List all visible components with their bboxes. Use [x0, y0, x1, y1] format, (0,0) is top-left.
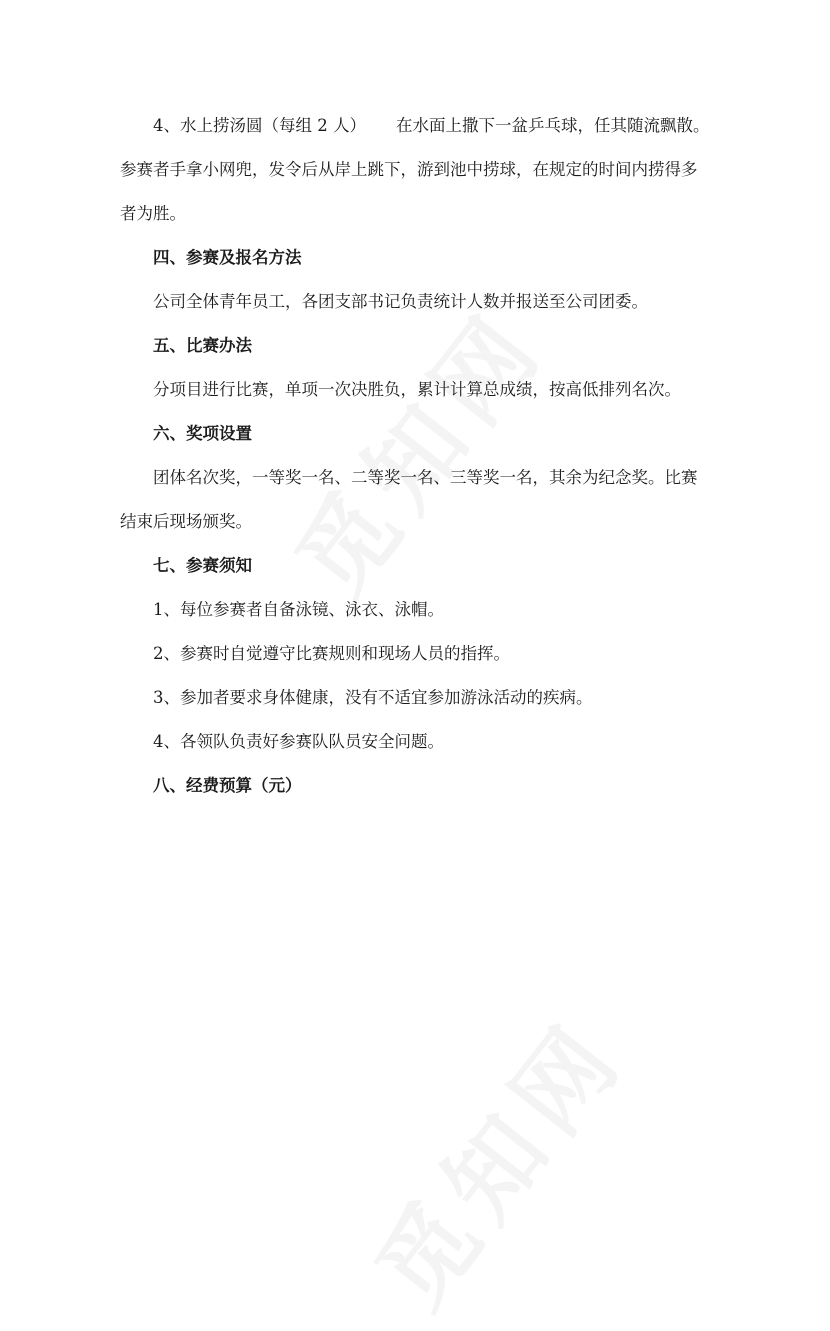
- item-4-text: 在水面上撒下一盆乒乓球，任其随流飘散。参赛者手拿小网兜，发令后从岸上跳下，游到池中捞球，在规定的时间内捞得多者为胜。: [120, 116, 710, 223]
- rule-item-4: 4、各领队负责好参赛队队员安全问题。: [153, 732, 444, 751]
- section-7-heading: 七、参赛须知: [153, 556, 252, 575]
- section-4-heading: 四、参赛及报名方法: [153, 248, 302, 267]
- section-4-text: 公司全体青年员工，各团支部书记负责统计人数并报送至公司团委。: [153, 292, 648, 311]
- rule-item-1: 1、每位参赛者自备泳镜、泳衣、泳帽。: [153, 600, 444, 619]
- section-5-heading: 五、比赛办法: [153, 336, 252, 355]
- rule-item-3: 3、参加者要求身体健康，没有不适宜参加游泳活动的疾病。: [153, 688, 593, 707]
- item-4-paragraph: [120, 104, 712, 236]
- section-6-text: 团体名次奖，一等奖一名、二等奖一名、三等奖一名，其余为纪念奖。比赛结束后现场颁奖。: [120, 468, 698, 531]
- section-5-text: 分项目进行比赛，单项一次决胜负，累计计算总成绩，按高低排列名次。: [153, 380, 681, 399]
- item-4-title: 4、水上捞汤圆（每组 2 人）: [153, 116, 366, 135]
- rule-item-2: 2、参赛时自觉遵守比赛规则和现场人员的指挥。: [153, 644, 510, 663]
- section-6-heading: 六、奖项设置: [153, 424, 252, 443]
- section-8-heading: 八、经费预算（元）: [153, 776, 302, 795]
- document-body: [120, 104, 712, 808]
- watermark-bottom: [339, 986, 650, 1330]
